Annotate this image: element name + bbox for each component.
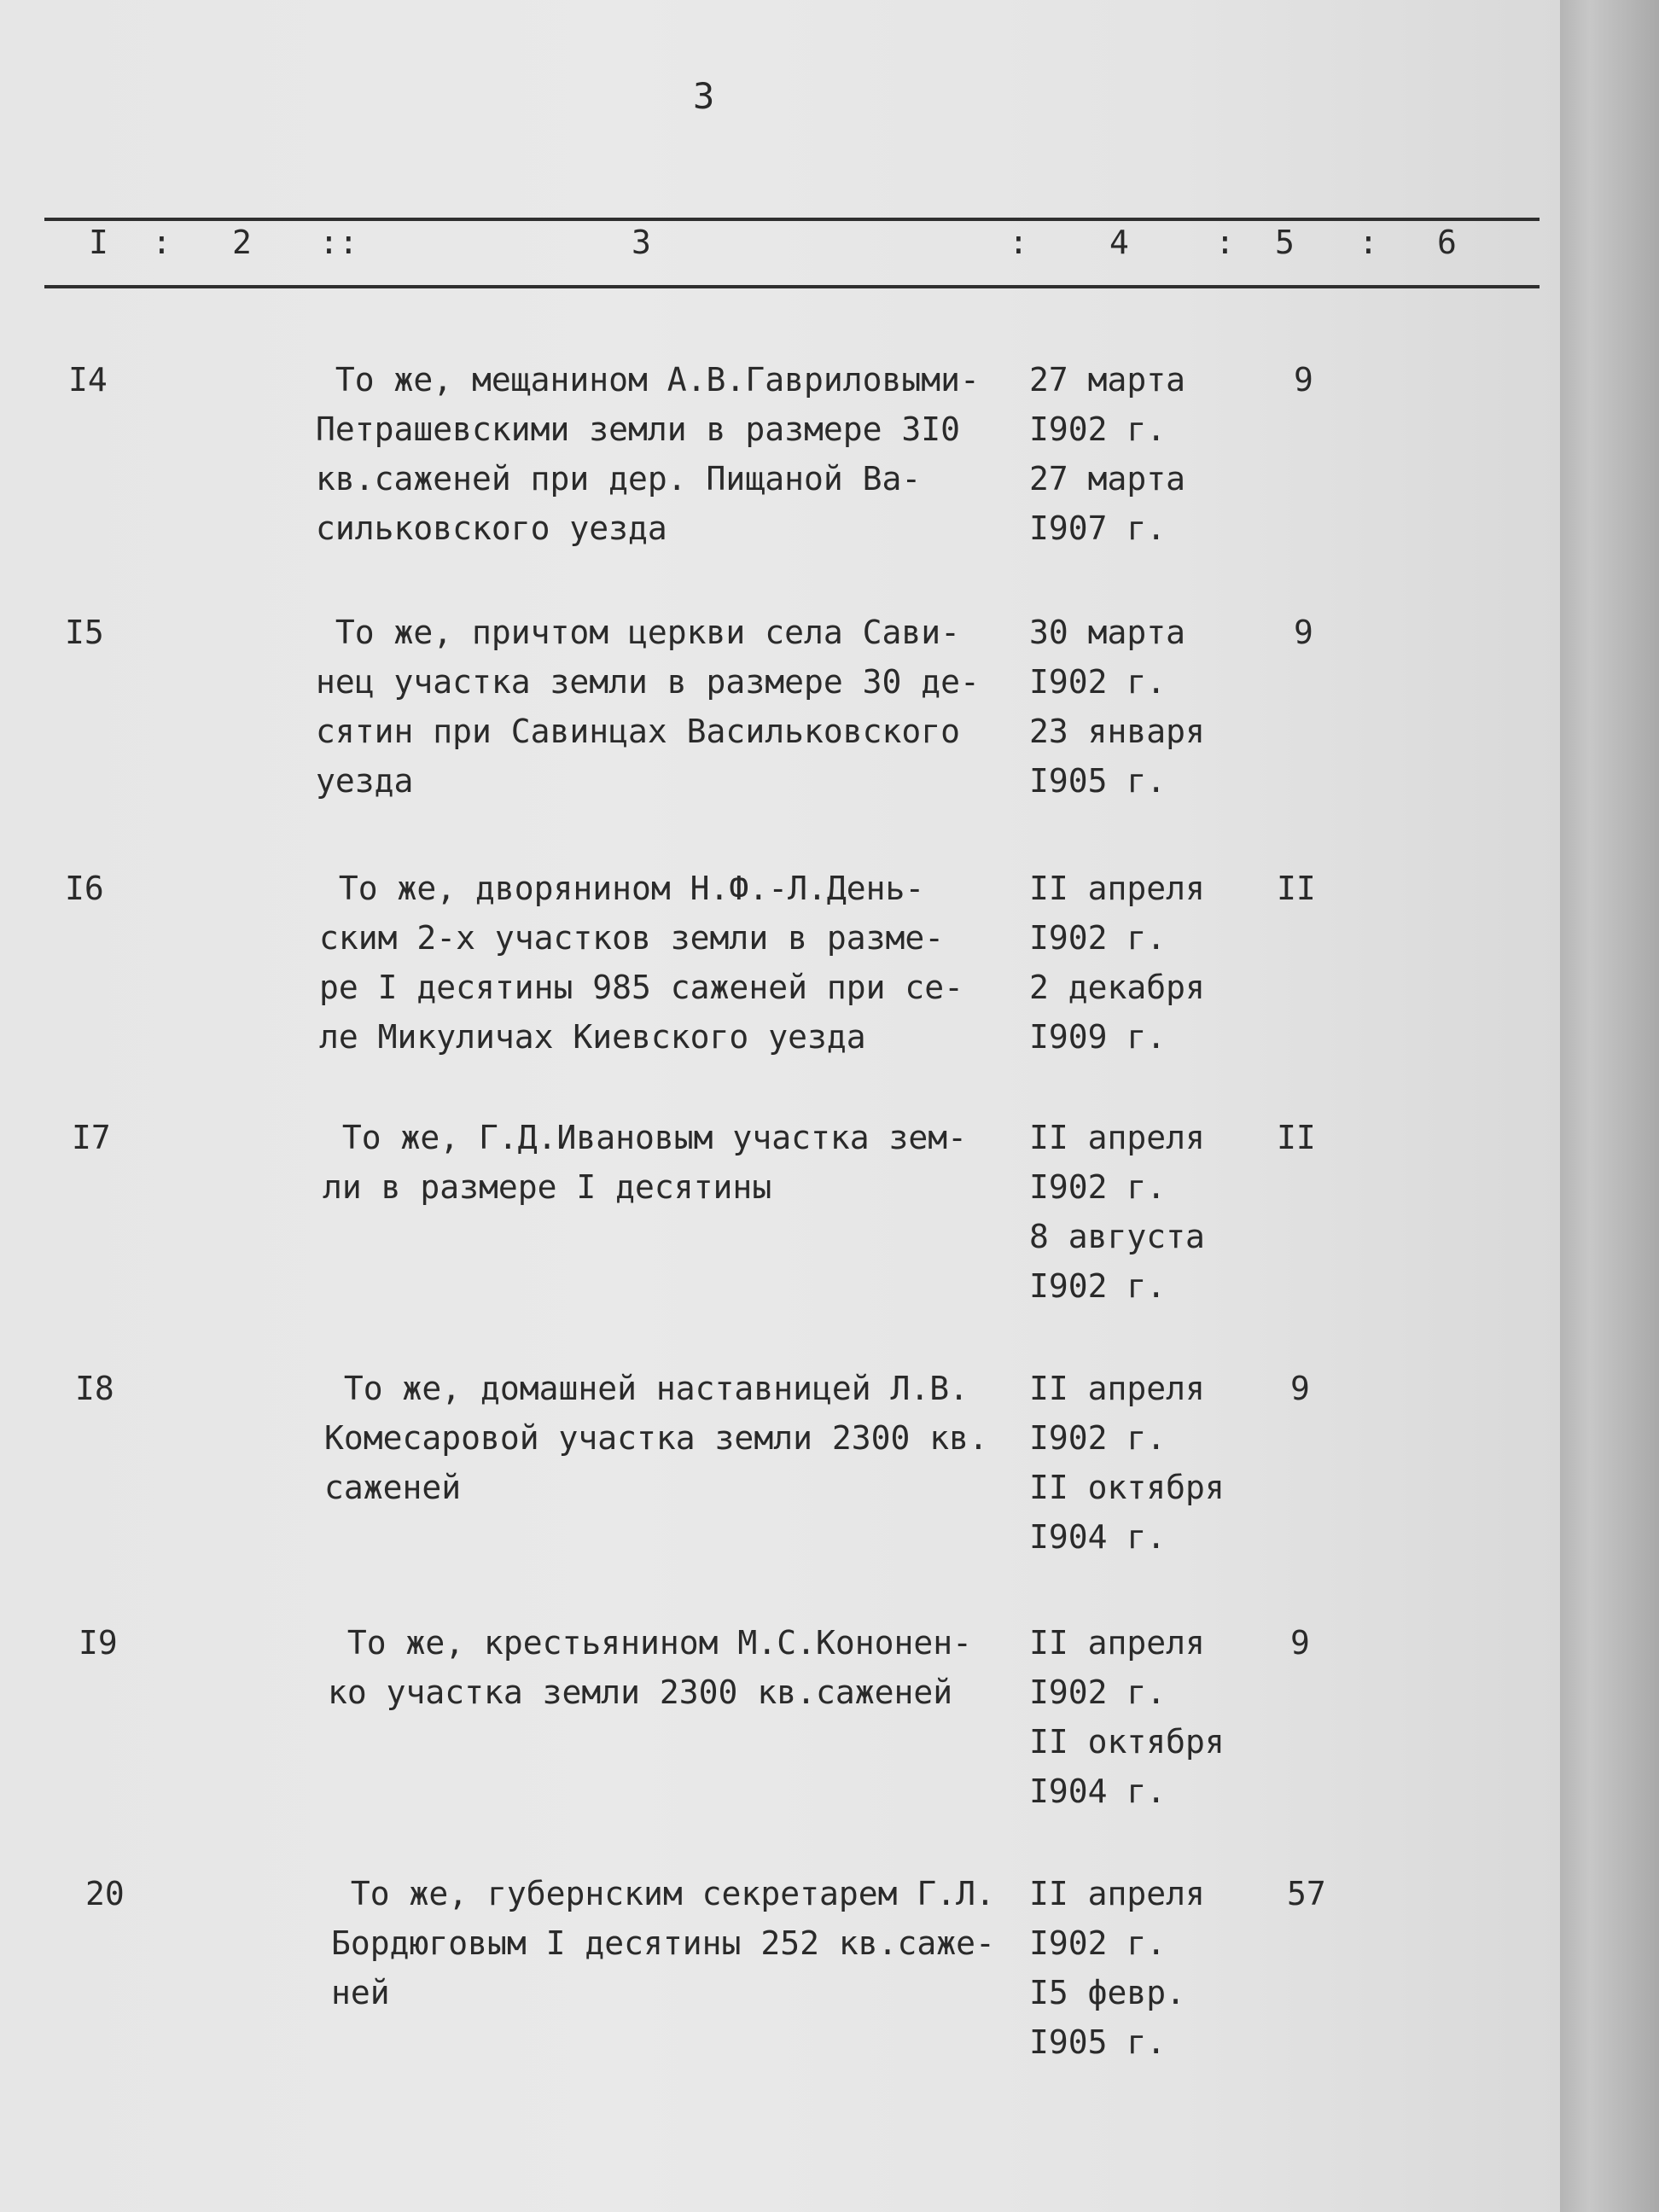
header-col-3: 3 xyxy=(632,224,651,261)
description-line: ским 2-х участков земли в разме- xyxy=(319,919,945,957)
description-line: То же, мещанином А.В.Гавриловыми- xyxy=(316,361,980,399)
date-line: 27 марта xyxy=(1029,460,1186,498)
header-col-1: I xyxy=(89,224,108,261)
date-line: 27 марта xyxy=(1029,361,1186,399)
date-line: I904 г. xyxy=(1029,1773,1167,1810)
date-line: I902 г. xyxy=(1029,1267,1167,1305)
description-line: ней xyxy=(331,1974,390,2011)
description-line: То же, крестьянином М.С.Кононен- xyxy=(328,1624,972,1662)
date-line: 8 августа xyxy=(1029,1218,1205,1255)
date-line: I904 г. xyxy=(1029,1518,1167,1556)
description-line: То же, причтом церкви села Сави- xyxy=(316,614,960,651)
description-line: Комесаровой участка земли 2300 кв. xyxy=(324,1419,988,1457)
description-line: саженей xyxy=(324,1469,462,1506)
description-line: ко участка земли 2300 кв.саженей xyxy=(328,1674,953,1711)
date-line: I902 г. xyxy=(1029,1168,1167,1206)
row-dates xyxy=(1029,1113,1205,1311)
row-reference: 9 xyxy=(1294,361,1313,399)
date-line: I902 г. xyxy=(1029,1924,1167,1962)
row-number: I4 xyxy=(68,361,108,399)
header-col-2: 2 xyxy=(232,224,252,261)
row-number: I9 xyxy=(79,1624,118,1662)
date-line: II апреля xyxy=(1029,1624,1205,1662)
description-line: сятин при Савинцах Васильковского xyxy=(316,713,960,750)
header-sep-1: : xyxy=(152,224,172,261)
row-dates xyxy=(1029,1618,1225,1816)
row-number: I6 xyxy=(65,870,104,907)
date-line: II апреля xyxy=(1029,870,1205,907)
header-sep-5: : xyxy=(1359,224,1378,261)
row-dates xyxy=(1029,355,1185,553)
row-description xyxy=(324,1364,988,1512)
date-line: II апреля xyxy=(1029,1370,1205,1407)
row-dates xyxy=(1029,608,1205,806)
description-line: ле Микуличах Киевского уезда xyxy=(319,1018,866,1056)
row-description xyxy=(328,1618,972,1717)
description-line: Бордюговым I десятины 252 кв.саже- xyxy=(331,1924,995,1962)
date-line: I909 г. xyxy=(1029,1018,1167,1056)
row-dates xyxy=(1029,864,1205,1062)
date-line: 2 декабря xyxy=(1029,969,1205,1006)
header-sep-2: :: xyxy=(319,224,358,261)
row-description xyxy=(316,608,980,806)
header-sep-4: : xyxy=(1215,224,1235,261)
row-description xyxy=(331,1869,995,2017)
row-number: I8 xyxy=(75,1370,114,1407)
date-line: I905 г. xyxy=(1029,2023,1167,2061)
description-line: кв.саженей при дер. Пищаной Ва- xyxy=(316,460,922,498)
date-line: II октября xyxy=(1029,1469,1225,1506)
row-description xyxy=(323,1113,967,1212)
row-number: I7 xyxy=(72,1119,111,1156)
date-line: I907 г. xyxy=(1029,509,1167,547)
date-line: I905 г. xyxy=(1029,762,1167,800)
table-header-bottom-rule xyxy=(44,285,1540,288)
description-line: ли в размере I десятины xyxy=(323,1168,772,1206)
row-dates xyxy=(1029,1364,1225,1562)
date-line: I902 г. xyxy=(1029,1419,1167,1457)
date-line: 30 марта xyxy=(1029,614,1186,651)
row-number: 20 xyxy=(85,1875,125,1912)
date-line: I902 г. xyxy=(1029,1674,1167,1711)
row-description xyxy=(319,864,963,1062)
page-edge-shadow xyxy=(1560,0,1659,2212)
row-dates xyxy=(1029,1869,1205,2067)
date-line: II апреля xyxy=(1029,1875,1205,1912)
date-line: I902 г. xyxy=(1029,919,1167,957)
row-reference: II xyxy=(1277,1119,1316,1156)
row-reference: 9 xyxy=(1290,1370,1310,1407)
description-line: нец участка земли в размере 30 де- xyxy=(316,663,980,701)
date-line: II апреля xyxy=(1029,1119,1205,1156)
row-reference: II xyxy=(1277,870,1316,907)
date-line: I5 февр. xyxy=(1029,1974,1186,2011)
table-header-top-rule xyxy=(44,218,1540,221)
date-line: II октября xyxy=(1029,1723,1225,1761)
description-line: Петрашевскими земли в размере 3I0 xyxy=(316,410,960,448)
header-col-5: 5 xyxy=(1275,224,1295,261)
header-col-4: 4 xyxy=(1109,224,1129,261)
description-line: То же, дворянином Н.Ф.-Л.День- xyxy=(319,870,925,907)
row-reference: 9 xyxy=(1290,1624,1310,1662)
row-description xyxy=(316,355,980,553)
page-number: 3 xyxy=(693,75,715,117)
date-line: 23 января xyxy=(1029,713,1205,750)
description-line: То же, губернским секретарем Г.Л. xyxy=(331,1875,995,1912)
description-line: ре I десятины 985 саженей при се- xyxy=(319,969,963,1006)
row-number: I5 xyxy=(65,614,104,651)
row-reference: 57 xyxy=(1287,1875,1326,1912)
date-line: I902 г. xyxy=(1029,410,1167,448)
description-line: То же, Г.Д.Ивановым участка зем- xyxy=(323,1119,967,1156)
row-reference: 9 xyxy=(1294,614,1313,651)
header-sep-3: : xyxy=(1009,224,1028,261)
description-line: уезда xyxy=(316,762,414,800)
date-line: I902 г. xyxy=(1029,663,1167,701)
header-col-6: 6 xyxy=(1437,224,1457,261)
description-line: То же, домашней наставницей Л.В. xyxy=(324,1370,969,1407)
description-line: сильковского уезда xyxy=(316,509,667,547)
